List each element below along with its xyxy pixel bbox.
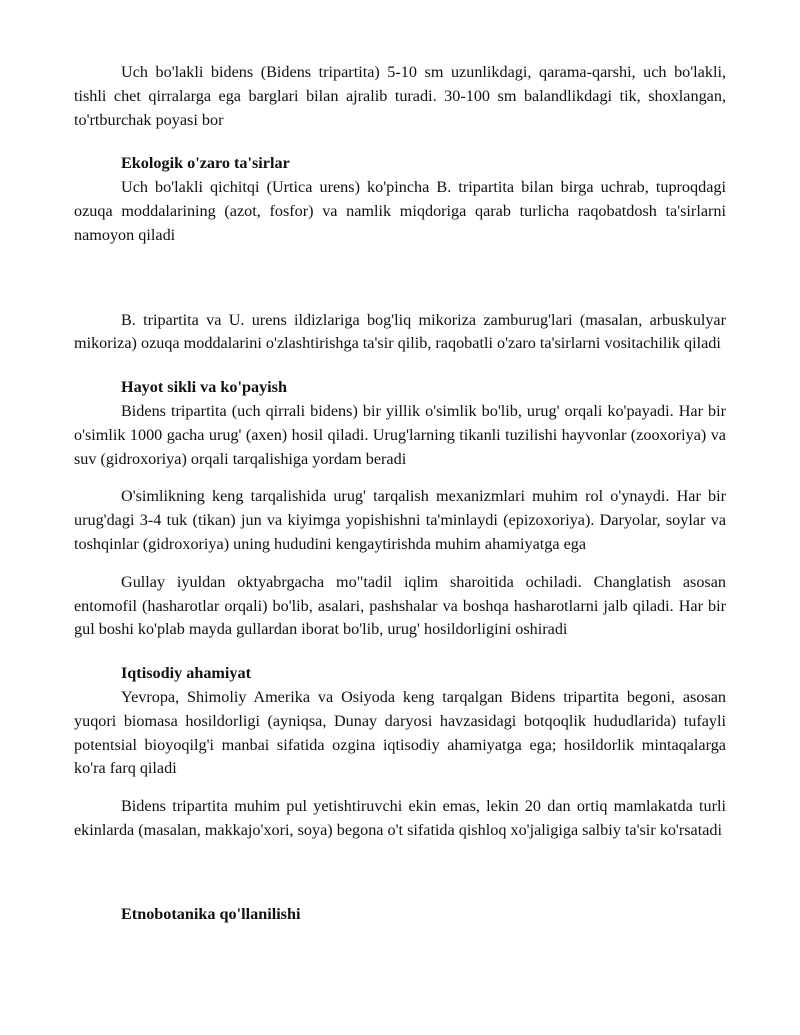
document-page [74, 61, 726, 927]
paragraph-agricultural-impact: Bidens tripartita muhim pul yetishtiruvchi ekin emas, lekin 20 dan ortiq mamlakatda turli ekinlarda (masalan, makkajo'xori, soya) begona o't sifatida qishloq xo'jaligiga salbiy ta'sir ko'rsatadi [74, 797, 726, 839]
spacer [74, 248, 726, 309]
paragraph-urtica-competition: Uch bo'lakli qichitqi (Urtica urens) ko'pincha B. tripartita bilan birga uchrab, tuproqdagi ozuqa moddalarining (azot, fosfor) va namlik miqdoriga qarab turlicha raqobatdosh ta'sirlarni namoyon qiladi [74, 178, 726, 244]
paragraph-seed-dispersal: O'simlikning keng tarqalishida urug' tarqalish mexanizmlari muhim rol o'ynaydi. Har bir urug'dagi 3-4 tuk (tikan) jun va kiyimga yopishishni ta'minlaydi (epizoxoriya). Daryolar, soylar va toshqinlar (gidroxoriya) uning hududini kengaytirishda muhim ahamiyatga ega [74, 487, 726, 553]
paragraph-flowering: Gullay iyuldan oktyabrgacha mo"tadil iqlim sharoitida ochiladi. Changlatish asosan entomofil (hasharotlar orqali) bo'lib, asalari, pashshalar va boshqa hasharotlarni jalb qiladi. Har bir gul boshi ko'plab mayda gullardan iborat bo'lib, urug' hosildorligini oshiradi [74, 572, 726, 639]
paragraph-reproduction: Bidens tripartita (uch qirrali bidens) bir yillik o'simlik bo'lib, urug' orqali ko'payadi. Har bir o'simlik 1000 gacha urug' (axen) hosil qiladi. Urug'larning tikanli tuzilishi hayvonlar (zooxoriya) va suv (gidroxoriya) orqali tarqalishiga yordam beradi [74, 401, 726, 468]
paragraph-description: Uch bo'lakli bidens (Bidens tripartita) 5-10 sm uzunlikdagi, qarama-qarshi, uch bo'lakli, tishli chet qirralarga ega barglari bilan ajralib turadi. 30-100 sm balandlikdagi tik, shoxlangan, to'rtburchak poyasi bor [74, 63, 726, 129]
spacer [74, 356, 726, 376]
heading-life-cycle: Hayot sikli va ko'payish [121, 378, 287, 397]
heading-economic-importance: Iqtisodiy ahamiyat [121, 664, 251, 683]
spacer [74, 471, 726, 485]
spacer [74, 642, 726, 662]
heading-ethnobotany: Etnobotanika qo'llanilishi [121, 904, 301, 923]
paragraph-biofuel: Yevropa, Shimoliy Amerika va Osiyoda keng tarqalgan Bidens tripartita begoni, asosan yuqori biomasa hosildorligi (ayniqsa, Dunay daryosi havzasidagi botqoqlik hududlarida) tufayli potentsial bioyoqilg'i manbai sifatida ozgina iqtisodiy ahamiyatga ega; hosildorlik mintaqalarga ko'ra farq qiladi [74, 687, 726, 778]
spacer [74, 132, 726, 152]
spacer [74, 843, 726, 903]
spacer [74, 557, 726, 571]
spacer [74, 781, 726, 795]
paragraph-mycorrhiza: B. tripartita va U. urens ildizlariga bog'liq mikoriza zamburug'lari (masalan, arbuskulyar mikoriza) ozuqa moddalarini o'zlashtirishga ta'sir qilib, raqobatli o'zaro ta'sirlarni vositachilik qiladi [74, 310, 726, 353]
heading-ecological-interactions: Ekologik o'zaro ta'sirlar [121, 154, 290, 173]
